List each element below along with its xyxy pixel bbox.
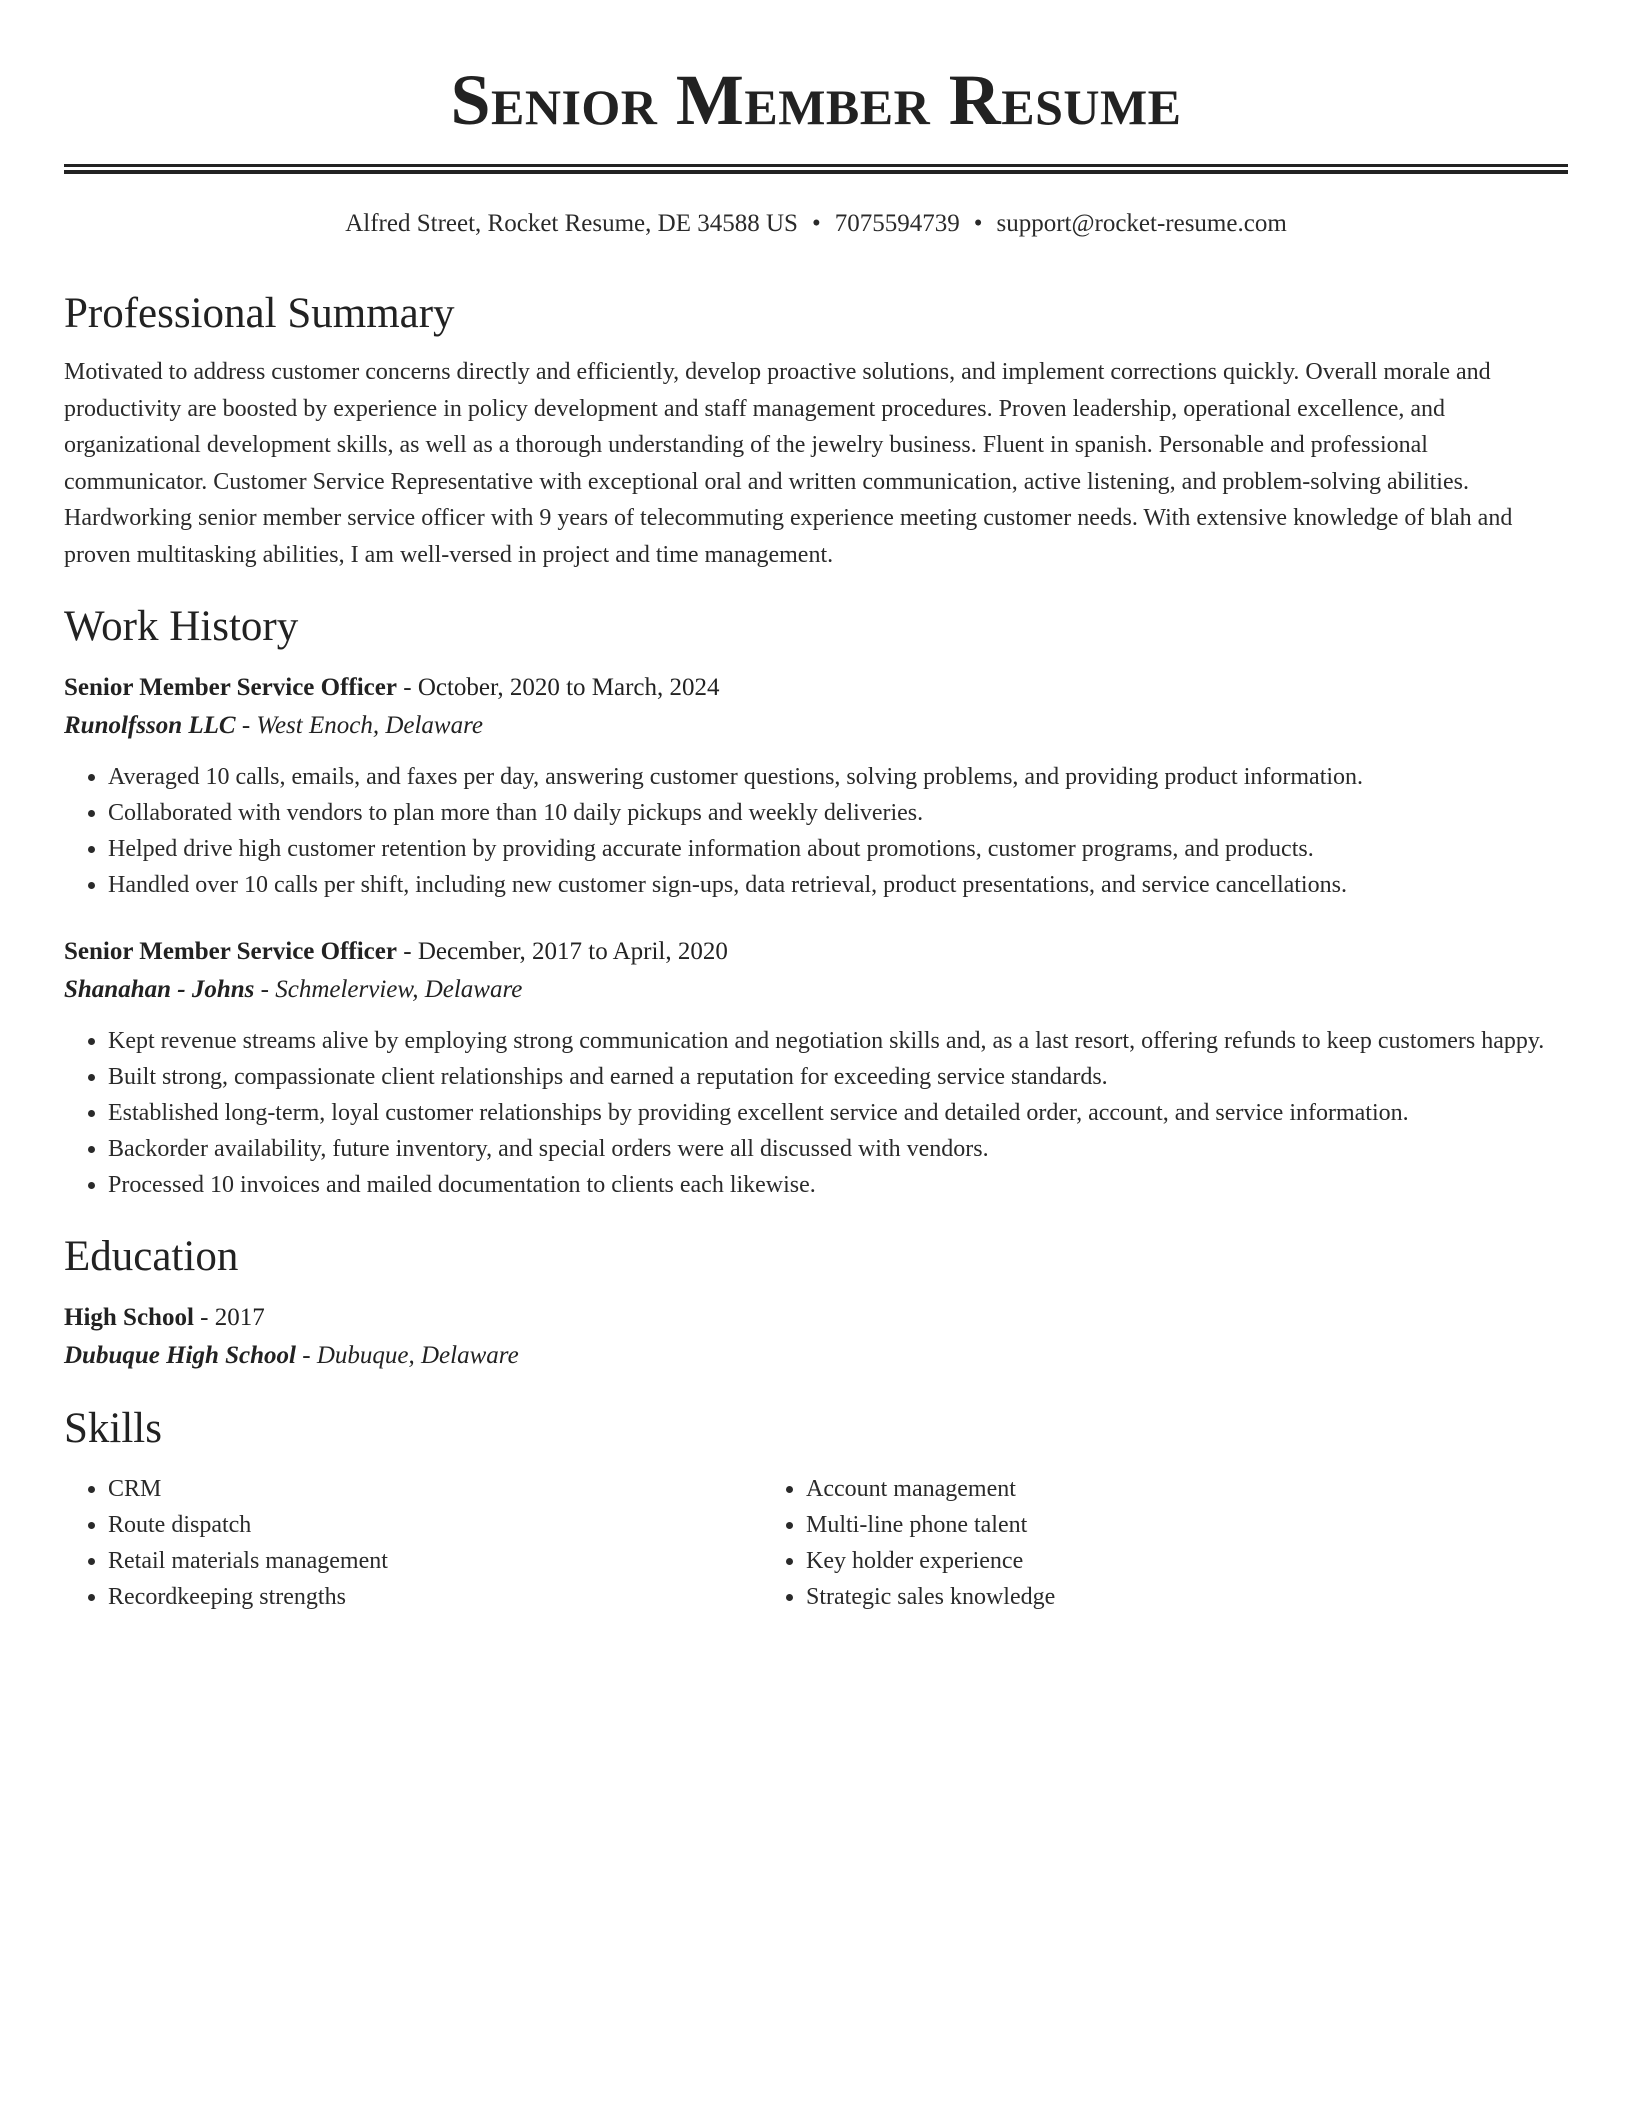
summary-heading: Professional Summary	[64, 290, 455, 337]
education-header	[64, 1299, 1568, 1337]
education-school-line	[64, 1337, 1568, 1375]
job-header	[64, 933, 1568, 971]
skills-heading: Skills	[64, 1405, 162, 1452]
contact-address: Alfred Street, Rocket Resume, DE 34588 US	[345, 210, 798, 237]
contact-line	[64, 206, 1568, 242]
skill-item: • Account management	[806, 1471, 1462, 1507]
job-bullet: • Backorder availability, future inventory, and special orders were all discussed with vendors.	[108, 1131, 1568, 1167]
skill-item: • Key holder experience	[806, 1543, 1462, 1579]
skill-item: • Recordkeeping strengths	[108, 1579, 762, 1615]
education-dash: -	[193, 1304, 215, 1331]
job-bullet: • Averaged 10 calls, emails, and faxes per day, answering customer questions, solving problems, and providing product information.	[108, 759, 1568, 795]
job-dash: -	[396, 938, 418, 965]
job-bullet: • Built strong, compassionate client relationships and earned a reputation for exceeding service standards.	[108, 1059, 1568, 1095]
skill-item: • CRM	[108, 1471, 762, 1507]
job-dash: -	[235, 712, 257, 739]
skill-item: • Multi-line phone talent	[806, 1507, 1462, 1543]
job-entry	[64, 933, 1568, 1203]
contact-email: support@rocket-resume.com	[996, 210, 1287, 237]
job-dates: October, 2020 to March, 2024	[417, 674, 720, 701]
skill-item: • Route dispatch	[108, 1507, 762, 1543]
job-bullet: • Collaborated with vendors to plan more than 10 daily pickups and weekly deliveries.	[108, 795, 1568, 831]
education-location: Dubuque, Delaware	[316, 1342, 519, 1369]
skills-list	[64, 1471, 1568, 1615]
job-employer	[64, 707, 1568, 745]
job-role: Senior Member Service Officer	[64, 938, 397, 965]
job-role: Senior Member Service Officer	[64, 674, 397, 701]
education-dash: -	[296, 1342, 317, 1369]
resume-title: Senior Member Resume	[450, 60, 1182, 140]
contact-separator: •	[973, 210, 983, 237]
job-bullets	[64, 759, 1568, 903]
job-dash: -	[396, 674, 418, 701]
education-entry	[64, 1299, 1568, 1375]
contact-phone: 7075594739	[834, 210, 960, 237]
job-company: Shanahan - Johns	[64, 976, 255, 1003]
skill-item: • Strategic sales knowledge	[806, 1579, 1462, 1615]
job-location: Schmelerview, Delaware	[275, 976, 523, 1003]
job-bullets	[64, 1023, 1568, 1203]
work-history-heading: Work History	[64, 603, 299, 650]
education-heading: Education	[64, 1233, 239, 1280]
job-bullet: • Kept revenue streams alive by employing strong communication and negotiation skills and, as a last resort, offering refunds to keep customers happy.	[108, 1023, 1568, 1059]
job-company: Runolfsson LLC	[64, 712, 236, 739]
job-bullet: • Processed 10 invoices and mailed documentation to clients each likewise.	[108, 1167, 1568, 1203]
job-header	[64, 669, 1568, 707]
education-year: 2017	[214, 1304, 265, 1331]
job-bullet: • Handled over 10 calls per shift, including new customer sign-ups, data retrieval, product presentations, and service cancellations.	[108, 867, 1568, 903]
job-location: West Enoch, Delaware	[256, 712, 484, 739]
education-school: Dubuque High School	[64, 1342, 297, 1369]
job-dates: December, 2017 to April, 2020	[417, 938, 728, 965]
summary-text: Motivated to address customer concerns directly and efficiently, develop proactive solutions, and implement corrections quickly. Overall morale and productivity are boosted by experience in policy development and staff management procedures. Proven leadership, operational excellence, and organizational development skills, as well as a thorough understanding of the jewelry business. Fluent in spanish. Personable and professional communicator. Customer Service Representative with exceptional oral and written communication, active listening, and problem-solving abilities. Hardworking senior member service officer with 9 years of telecommuting experience meeting customer needs. With extensive knowledge of blah and proven multitasking abilities, I am well-versed in project and time management.	[64, 359, 1513, 568]
title-divider	[64, 164, 1568, 174]
job-entry	[64, 669, 1568, 903]
job-employer	[64, 971, 1568, 1009]
skills-column-right	[762, 1471, 1462, 1615]
skills-column-left	[64, 1471, 762, 1615]
education-degree: High School	[64, 1304, 194, 1331]
job-bullet: • Helped drive high customer retention by providing accurate information about promotions, customer programs, and products.	[108, 831, 1568, 867]
skill-item: • Retail materials management	[108, 1543, 762, 1579]
job-bullet: • Established long-term, loyal customer relationships by providing excellent service and detailed order, account, and service information.	[108, 1095, 1568, 1131]
job-dash: -	[254, 976, 276, 1003]
contact-separator: •	[811, 210, 821, 237]
